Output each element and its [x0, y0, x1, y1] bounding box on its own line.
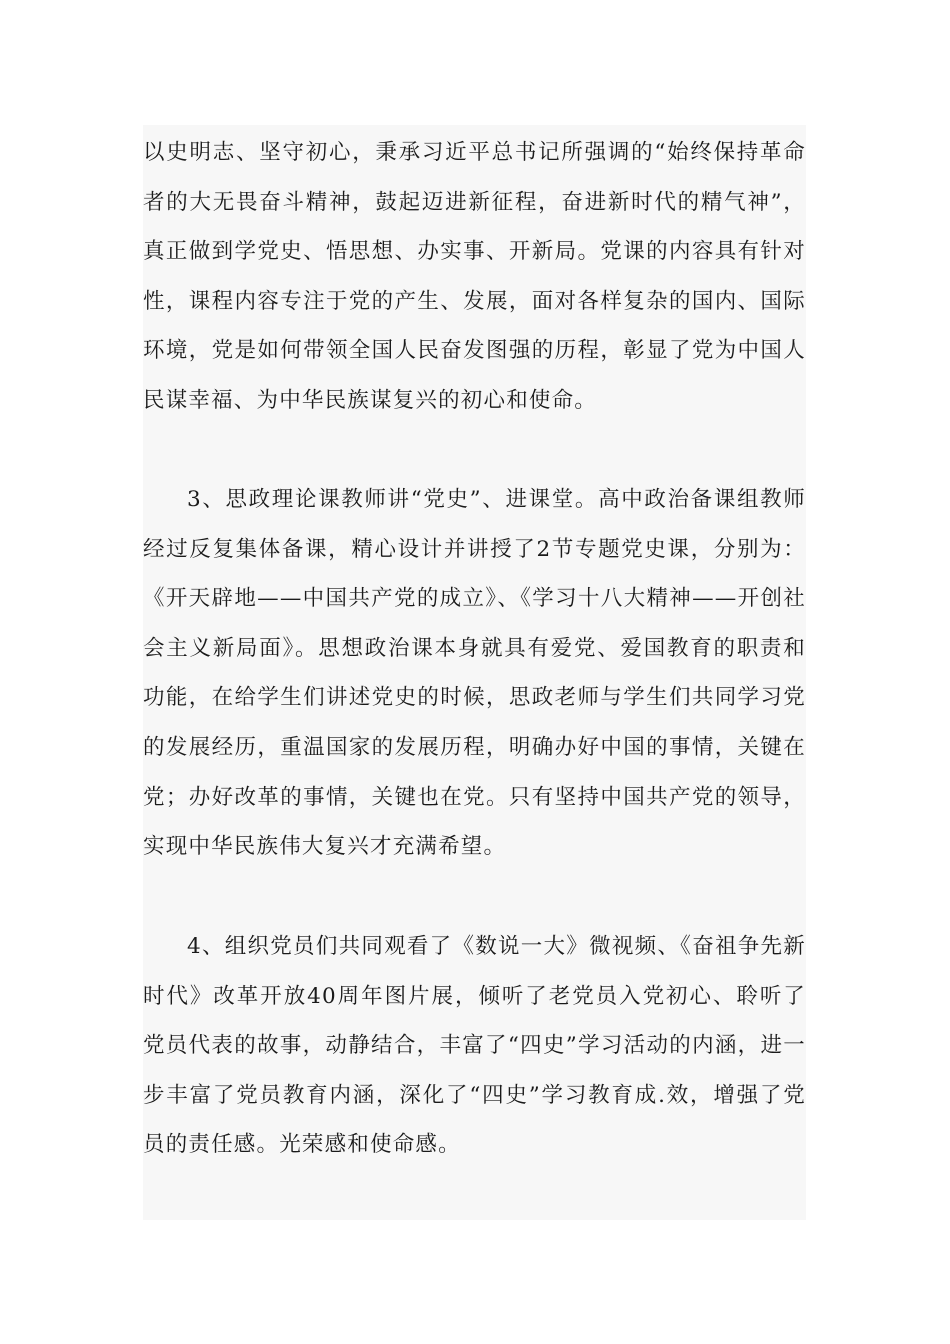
paragraph-1: 以史明志、坚守初心，秉承习近平总书记所强调的“始终保持革命者的大无畏奋斗精神，鼓起迈进新征程，奋进新时代的精气神”，真正做到学党史、悟思想、办实事、开新局。党课的内容具有针对性，课程内容专注于党的产生、发展，面对各样复杂的国内、国际环境，党是如何带领全国人民奋发图强的历程，彰显了党为中国人民谋幸福、为中华民族谋复兴的初心和使命。	[143, 140, 806, 413]
paragraph-2: 3、思政理论课教师讲“党史”、进课堂。高中政治备课组教师经过反复集体备课，精心设计并讲授了2节专题党史课，分别为：《开天辟地——中国共产党的成立》、《学习十八大精神——开创社会主义新局面》。思想政治课本身就具有爱党、爱国教育的职责和功能，在给学生们讲述党史的时候，思政老师与学生们共同学习党的发展经历，重温国家的发展历程，明确办好中国的事情，关键在党；办好改革的事情，关键也在党。只有坚持中国共产党的领导，实现中华民族伟大复兴才充满希望。	[143, 487, 806, 860]
text-block	[143, 125, 806, 1220]
paragraph-3: 4、组织党员们共同观看了《数说一大》微视频、《奋祖争先新时代》改革开放40周年图片展，倾听了老党员入党初心、聆听了党员代表的故事，动静结合，丰富了“四史”学习活动的内涵，进一步丰富了党员教育内涵，深化了“四史”学习教育成.效，增强了党员的责任感。光荣感和使命感。	[143, 934, 806, 1158]
